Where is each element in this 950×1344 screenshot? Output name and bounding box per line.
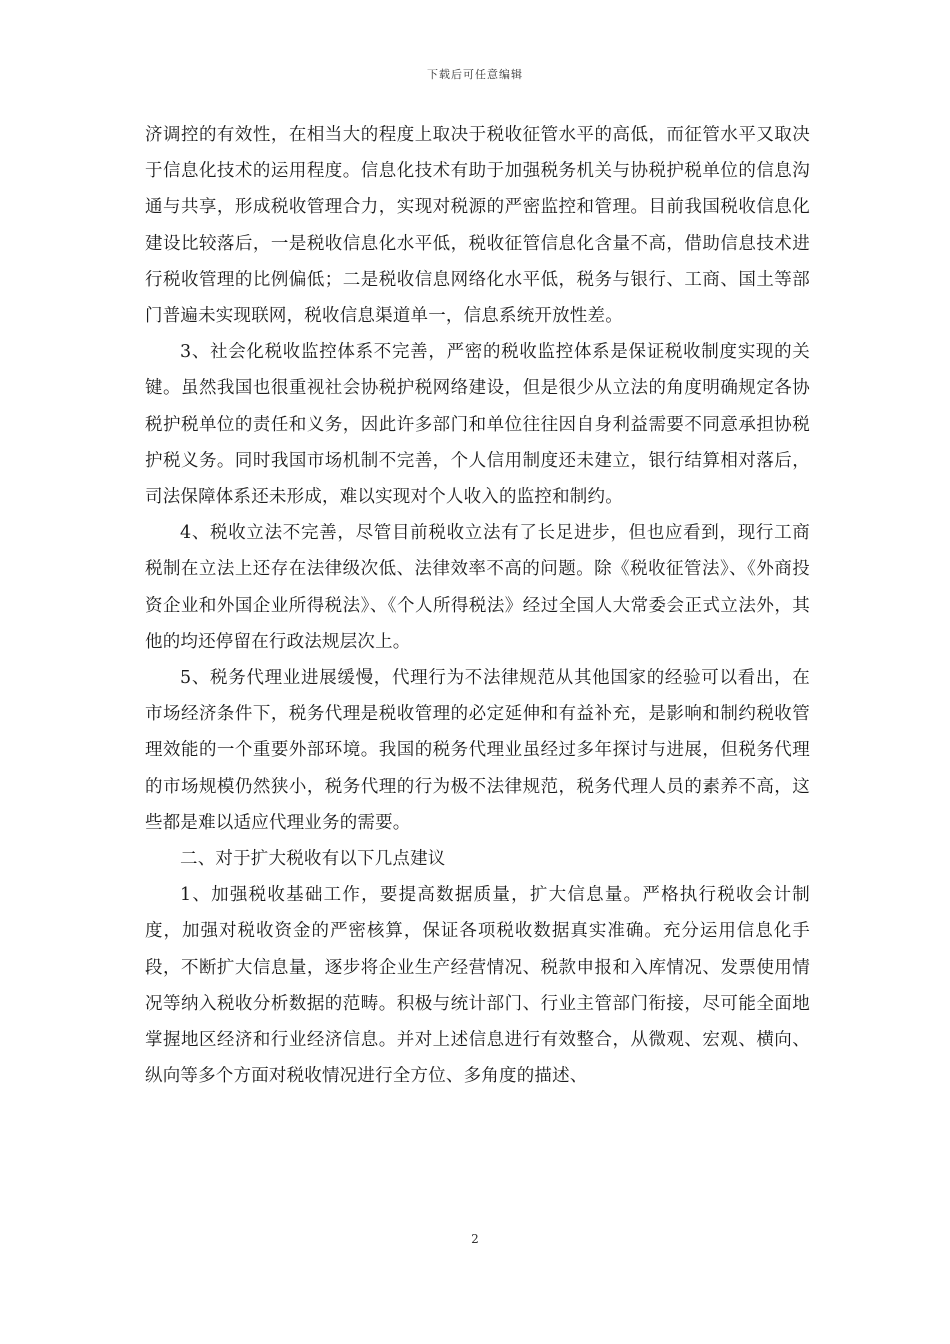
document-body — [145, 117, 810, 1094]
page-number: 2 — [471, 1232, 479, 1246]
section-heading: 二、对于扩大税收有以下几点建议 — [180, 849, 446, 870]
paragraph-1: 济调控的有效性，在相当大的程度上取决于税收征管水平的高低，而征管水平又取决于信息化技术的运用程度。信息化技术有助于加强税务机关与协税护税单位的信息沟通与共享，形成税收管理合力，实现对税源的严密监控和管理。目前我国税收信息化建设比较落后，一是税收信息化水平低，税收征管信息化含量不高，借助信息技术进行税收管理的比例偏低；二是税收信息网络化水平低，税务与银行、工商、国土等部门普遍未实现联网，税收信息渠道单一，信息系统开放性差。 — [145, 125, 810, 327]
paragraph-4: 5、税务代理业进展缓慢，代理行为不法律规范从其他国家的经验可以看出，在市场经济条件下，税务代理是税收管理的必定延伸和有益补充，是影响和制约税收管理效能的一个重要外部环境。我国的税务代理业虽经过多年探讨与进展，但税务代理的市场规模仍然狭小，税务代理的行为极不法律规范，税务代理人员的素养不高，这些都是难以适应代理业务的需要。 — [145, 668, 810, 833]
paragraph-6: 1、加强税收基础工作，要提高数据质量，扩大信息量。严格执行税收会计制度，加强对税收资金的严密核算，保证各项税收数据真实准确。充分运用信息化手段，不断扩大信息量，逐步将企业生产经营情况、税款申报和入库情况、发票使用情况等纳入税收分析数据的范畴。积极与统计部门、行业主管部门衔接，尽可能全面地掌握地区经济和行业经济信息。并对上述信息进行有效整合，从微观、宏观、横向、纵向等多个方面对税收情况进行全方位、多角度的描述、 — [145, 885, 810, 1087]
page-header: 下载后可任意编辑 — [427, 68, 523, 81]
paragraph-2: 3、社会化税收监控体系不完善，严密的税收监控体系是保证税收制度实现的关键。虽然我国也很重视社会协税护税网络建设，但是很少从立法的角度明确规定各协税护税单位的责任和义务，因此许多部门和单位往往因自身利益需要不同意承担协税护税义务。同时我国市场机制不完善，个人信用制度还未建立，银行结算相对落后，司法保障体系还未形成，难以实现对个人收入的监控和制约。 — [145, 342, 810, 508]
paragraph-3: 4、税收立法不完善，尽管目前税收立法有了长足进步，但也应看到，现行工商税制在立法上还存在法律级次低、法律效率不高的问题。除《税收征管法》、《外商投资企业和外国企业所得税法》、《个人所得税法》经过全国人大常委会正式立法外，其他的均还停留在行政法规层次上。 — [145, 523, 810, 652]
